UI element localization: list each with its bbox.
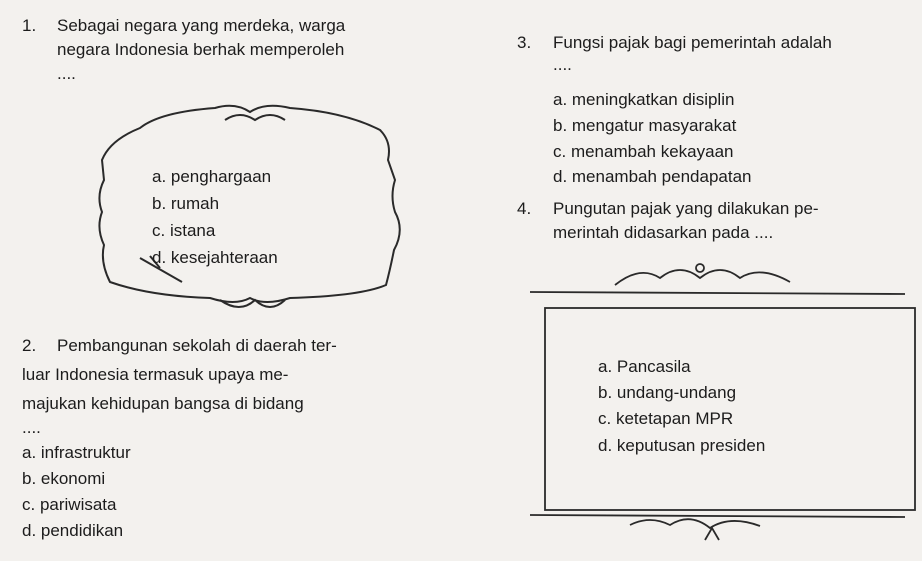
q4-option-b[interactable]: b. undang-undang [598,383,737,402]
q3-option-d[interactable]: d. menambah pendapatan [553,167,752,186]
q4-option-d[interactable]: d. keputusan presiden [598,436,766,455]
q2-option-a[interactable]: a. infrastruktur [22,443,131,462]
q1-option-b[interactable]: b. rumah [152,194,220,213]
question-1-blank: .... [57,64,76,83]
q2-option-d[interactable]: d. pendidikan [22,521,124,540]
question-1-number: 1. [22,16,37,35]
q1-option-d[interactable]: d. kesejahteraan [152,248,278,267]
q1-option-a[interactable]: a. penghargaan [152,167,272,186]
question-2-blank: .... [22,418,41,437]
question-2-number: 2. [22,336,37,355]
question-3-text-line1: Fungsi pajak bagi pemerintah adalah [553,33,832,52]
question-3-number: 3. [517,33,532,52]
question-4-number: 4. [517,199,532,218]
q2-option-c[interactable]: c. pariwisata [22,495,117,514]
q1-option-c[interactable]: c. istana [152,221,216,240]
question-2-text-line2: luar Indonesia termasuk upaya me- [22,365,289,384]
q1-options-frame [99,106,399,307]
question-3-blank: .... [553,55,572,74]
q3-option-b[interactable]: b. mengatur masyarakat [553,116,737,135]
q2-option-b[interactable]: b. ekonomi [22,469,106,488]
question-1-text-line2: negara Indonesia berhak memperoleh [57,40,345,59]
q3-option-c[interactable]: c. menambah kekayaan [553,142,734,161]
q3-option-a[interactable]: a. meningkatkan disiplin [553,90,735,109]
q4-option-c[interactable]: c. ketetapan MPR [598,409,734,428]
question-4-text-line1: Pungutan pajak yang dilakukan pe- [553,199,819,218]
q4-option-a[interactable]: a. Pancasila [598,357,691,376]
question-2-text-line3: majukan kehidupan bangsa di bidang [22,394,304,413]
question-4-text-line2: merintah didasarkan pada .... [553,223,774,242]
question-1-text-line1: Sebagai negara yang merdeka, warga [57,16,346,35]
question-2-text-line1: Pembangunan sekolah di daerah ter- [57,336,337,355]
